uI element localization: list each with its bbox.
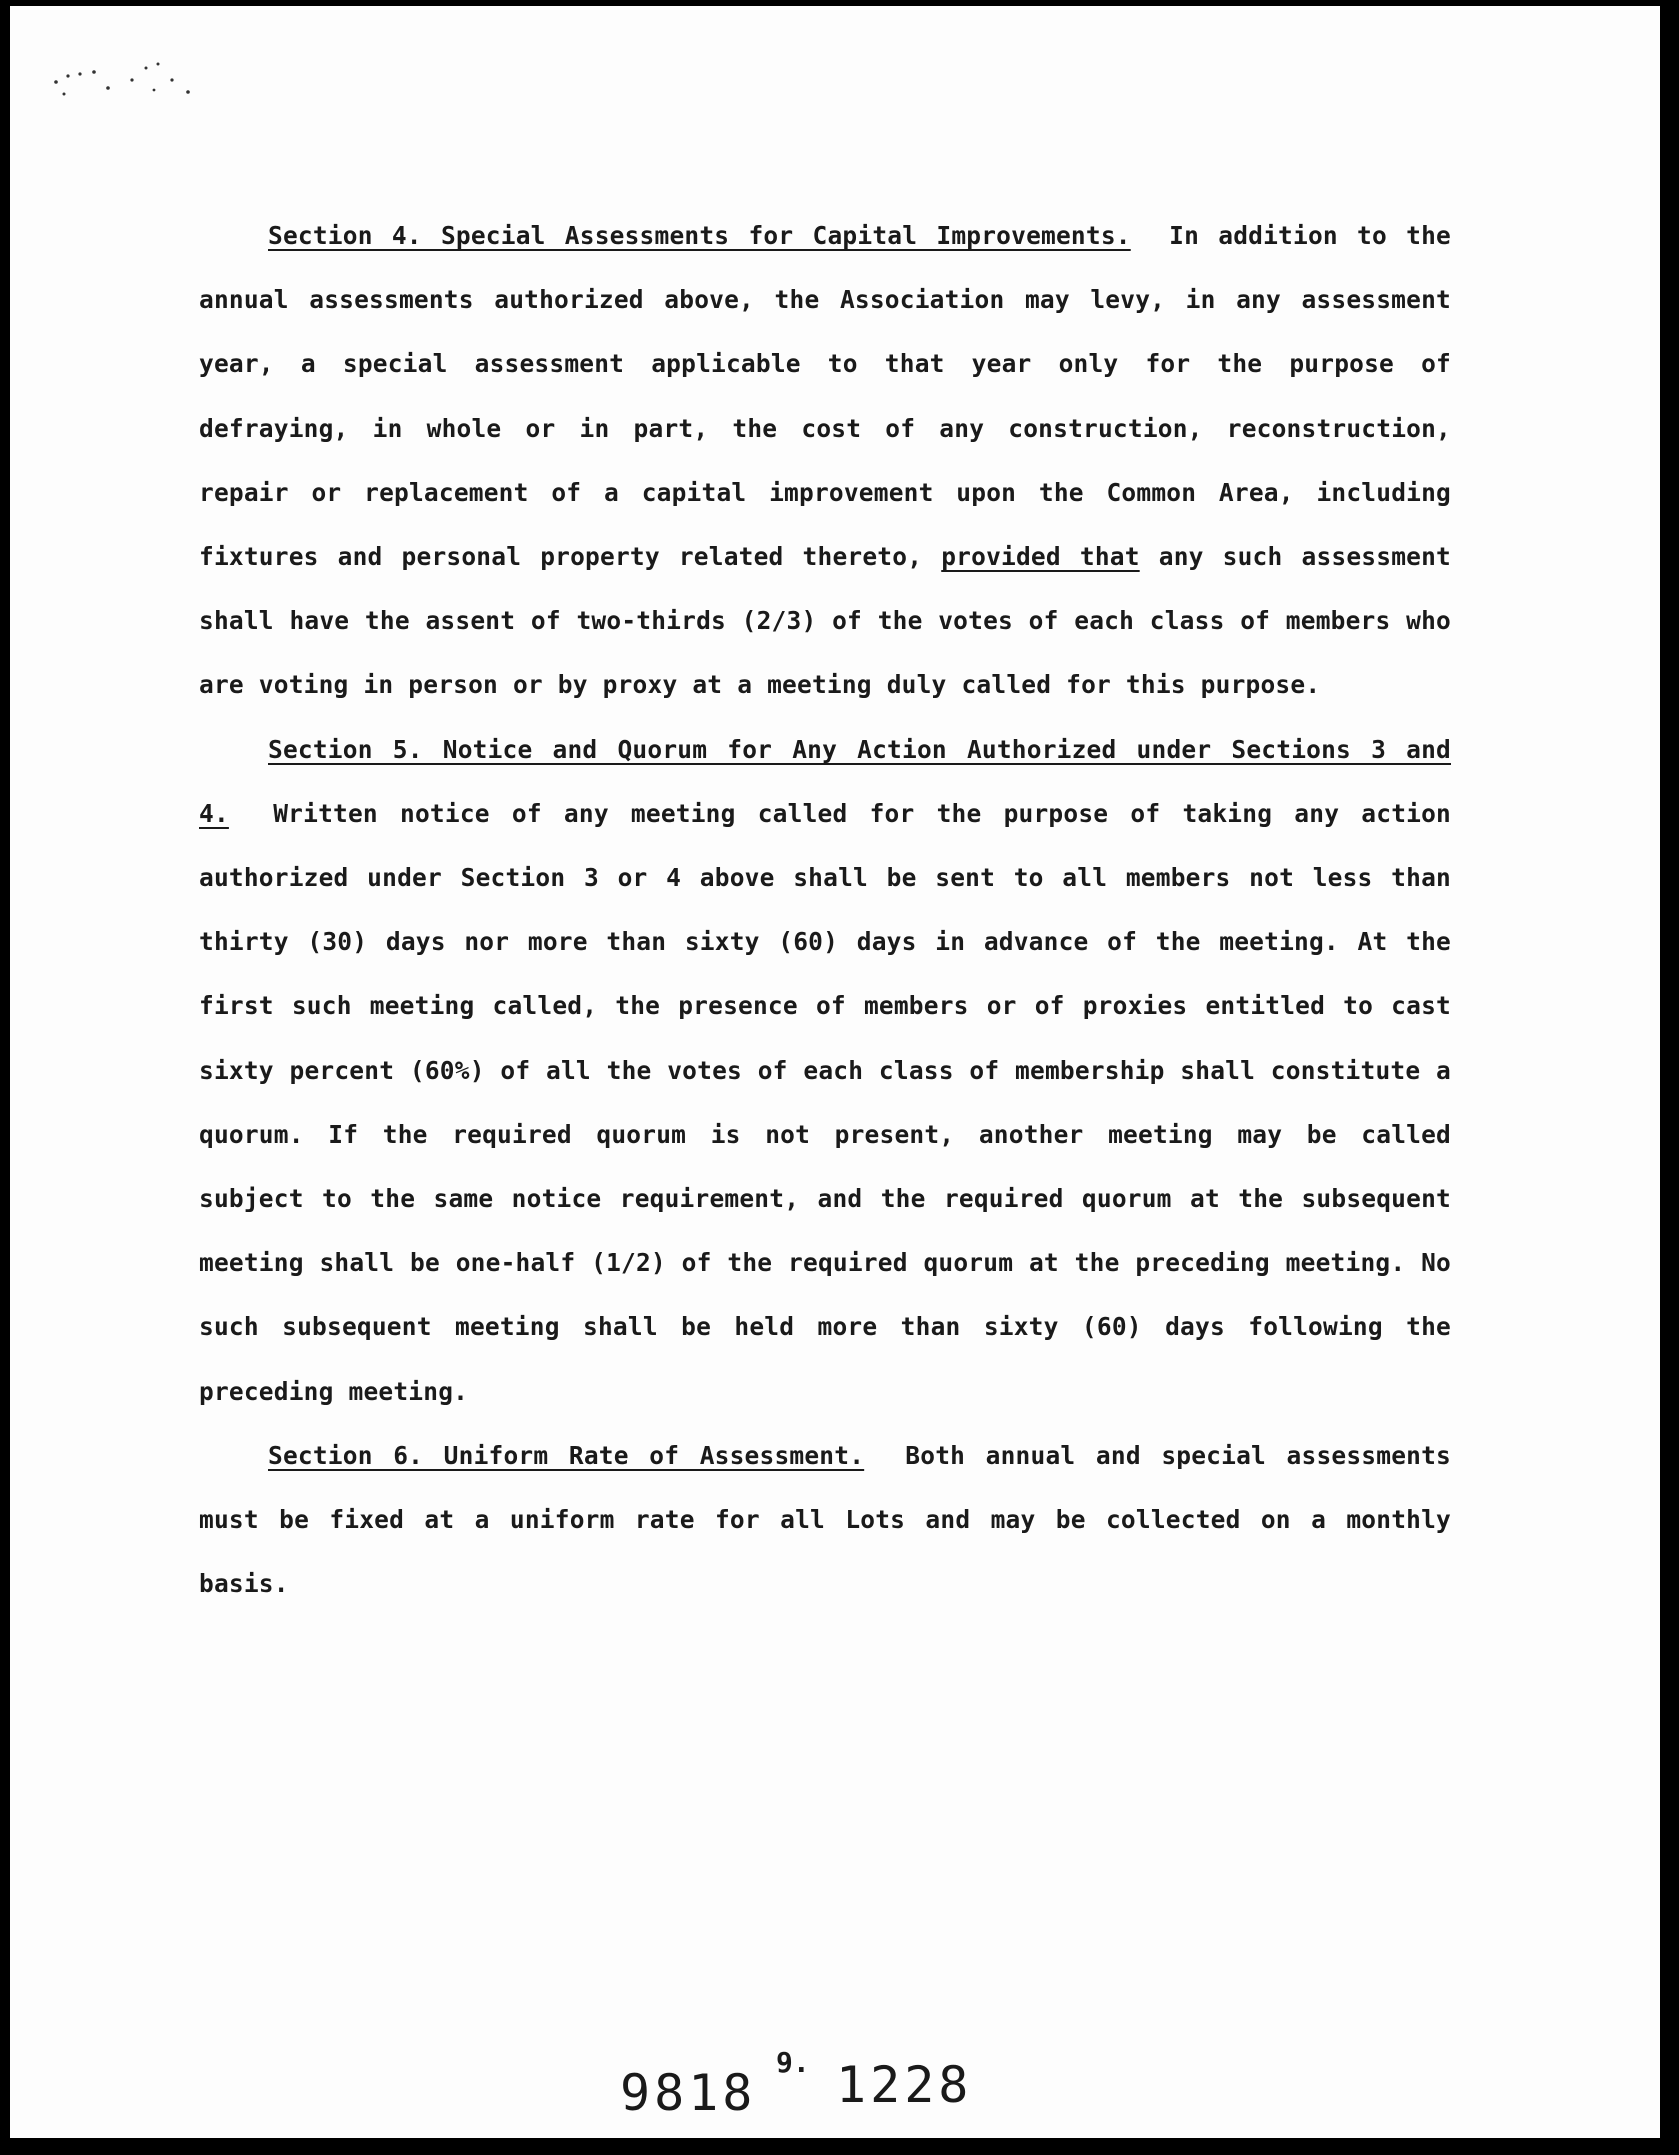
- scan-specks: [50, 58, 240, 118]
- section-4-body-after: any such assessment shall have the assent of two-thirds (2/3) of the votes of each class of members who are voting in person or by proxy at a meeting duly called for this purpose.: [199, 542, 1452, 700]
- section-5-body: Written notice of any meeting called for the purpose of taking any action authorized under Section 3 or 4 above shall be sent to all members not less than thirty (30) days nor more than sixty (60) days in advance of the meeting. At the first such meeting called, the presence of members or of proxies entitled to cast sixty percent (60%) of all the votes of each class of membership shall constitute a quorum. If the required quorum is not present, another meeting may be called subject to the same notice requirement, and the required quorum at the subsequent meeting shall be one-half (1/2) of the required quorum at the preceding meeting. No such subsequent meeting shall be held more than sixty (60) days following the preceding meeting.: [199, 798, 1451, 1406]
- section-4-body: In addition to the annual assessments authorized above, the Association may levy, in any assessment year, a special assessment applicable to that year only for the purpose of defraying, in whole or in part, the cost of any construction, reconstruction, repair or replacement of a capital improvement upon the Common Area, including fixtures and personal property related thereto,: [199, 221, 1451, 572]
- document-page: [10, 6, 1660, 2138]
- section-6-title: Section 6. Uniform Rate of Assessment.: [268, 1440, 865, 1470]
- section-4-paragraph: [199, 204, 1451, 718]
- doc-number-left: 9818: [620, 2064, 757, 2122]
- section-6-paragraph: [199, 1424, 1451, 1617]
- page-footer: [10, 2044, 1660, 2134]
- section-5-title: Section 5. Notice and Quorum for Any Action Authorized under Sections 3 and 4.: [199, 734, 1451, 828]
- section-4-provided-that: provided that: [941, 542, 1140, 572]
- document-body: [199, 204, 1451, 1616]
- doc-number-right: 1228: [836, 2056, 973, 2114]
- section-5-paragraph: [199, 718, 1451, 1424]
- section-4-title: Section 4. Special Assessments for Capital Improvements.: [268, 221, 1131, 250]
- page-number: 9.: [776, 2046, 810, 2079]
- section-6-body: Both annual and special assessments must be fixed at a uniform rate for all Lots and may be collected on a monthly basis.: [199, 1440, 1451, 1599]
